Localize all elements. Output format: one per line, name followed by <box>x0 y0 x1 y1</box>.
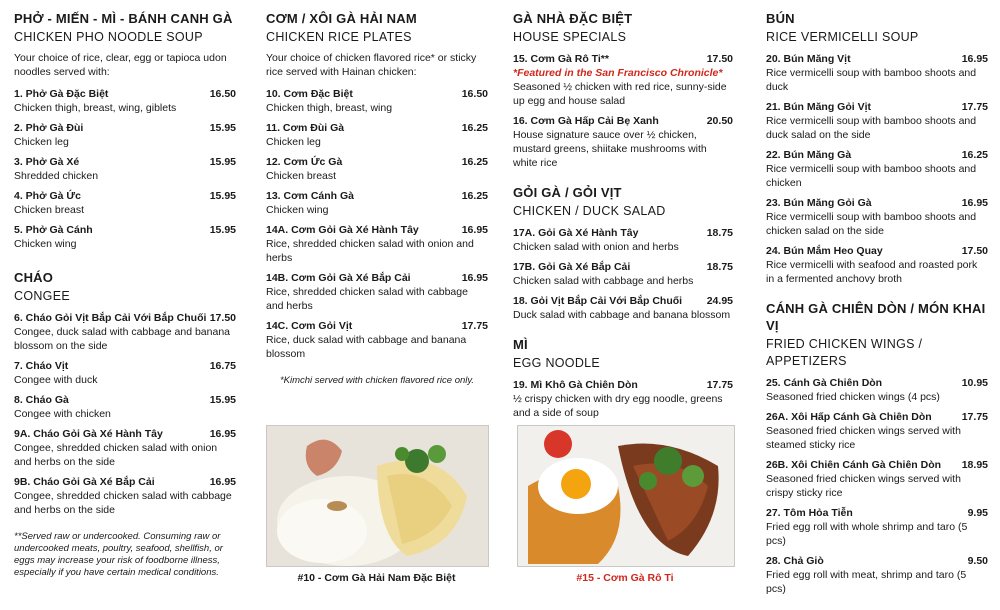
menu-item-header <box>14 393 236 407</box>
menu-item-name: 17A. Gỏi Gà Xé Hành Tây <box>513 227 639 239</box>
menu-item-price: 15.95 <box>209 394 236 406</box>
menu-item-name: 6. Cháo Gỏi Vịt Bắp Cải Với Bắp Chuối <box>14 312 207 324</box>
section-subtitle: RICE VERMICELLI SOUP <box>766 30 919 44</box>
menu-item-description: Rice vermicelli soup with bamboo shoots and duck <box>766 67 977 93</box>
menu-item <box>766 554 988 596</box>
menu-item-price: 16.95 <box>461 224 488 236</box>
menu-item <box>766 410 988 452</box>
section-title: CÁNH GÀ CHIÊN DÒN / MÓN KHAI VỊ <box>766 301 986 333</box>
menu-item-name: 18. Gỏi Vịt Bắp Cải Với Bắp Chuối <box>513 295 683 307</box>
menu-item-name: 2. Phở Gà Đùi <box>14 122 84 134</box>
menu-item <box>766 52 988 94</box>
menu-item <box>14 393 236 421</box>
menu-item-price: 16.25 <box>461 122 488 134</box>
menu-item-header <box>14 121 236 135</box>
section-subtitle: CHICKEN PHO NOODLE SOUP <box>14 30 203 44</box>
menu-item <box>14 87 236 115</box>
menu-item <box>513 114 733 170</box>
section-intro: Your choice of rice, clear, egg or tapioca udon noodles served with: <box>14 52 227 78</box>
menu-item-name: 10. Cơm Đặc Biệt <box>266 88 353 100</box>
photo-caption-15: #15 - Cơm Gà Rô Ti <box>576 572 674 584</box>
menu-item-header <box>766 244 988 258</box>
menu-item <box>766 100 988 142</box>
section-bun <box>766 10 988 286</box>
menu-item-name: 17B. Gỏi Gà Xé Bắp Cải <box>513 261 631 273</box>
menu-item-description: ½ crispy chicken with dry egg noodle, greens and a side of soup <box>513 393 723 419</box>
menu-item-name: 12. Cơm Ức Gà <box>266 156 343 168</box>
menu-item <box>14 121 236 149</box>
menu-column-4 <box>766 10 988 610</box>
menu-item-description: Chicken breast <box>266 170 337 182</box>
menu-item <box>266 189 488 217</box>
menu-item <box>14 427 236 469</box>
menu-item-price: 15.95 <box>209 224 236 236</box>
menu-item-header <box>766 196 988 210</box>
menu-item <box>513 52 733 108</box>
menu-item-list <box>266 87 488 361</box>
menu-item <box>266 155 488 183</box>
menu-item-header <box>513 52 733 66</box>
photo-hainan-chicken-rice <box>266 425 489 567</box>
menu-column-2 <box>266 10 488 387</box>
section-title: GỎI GÀ / GỎI VỊT <box>513 185 622 200</box>
menu-item-description: Rice vermicelli soup with bamboo shoots and chicken <box>766 163 977 189</box>
menu-item-feature: *Featured in the San Francisco Chronicle* <box>513 67 723 79</box>
menu-item-description: Seasoned fried chicken wings served with steamed sticky rice <box>766 425 961 451</box>
menu-item-header <box>513 114 733 128</box>
kimchi-note: *Kimchi served with chicken flavored rice only. <box>279 375 475 386</box>
menu-item-name: 15. Cơm Gà Rô Ti** <box>513 53 609 65</box>
menu-item-price: 17.75 <box>961 411 988 423</box>
menu-item-header <box>266 271 488 285</box>
menu-item-name: 13. Cơm Cánh Gà <box>266 190 354 202</box>
menu-item-description: Seasoned ½ chicken with red rice, sunny-side up egg and house salad <box>513 81 727 107</box>
menu-item-price: 16.95 <box>961 53 988 65</box>
menu-item-header <box>14 427 236 441</box>
menu-item-name: 21. Bún Măng Gỏi Vịt <box>766 101 872 113</box>
section-egg-noodle <box>513 336 733 420</box>
menu-item-header <box>266 223 488 237</box>
section-subtitle: CHICKEN RICE PLATES <box>266 30 412 44</box>
section-title: PHỞ - MIẾN - MÌ - BÁNH CANH GÀ <box>14 11 233 26</box>
menu-item-price: 9.50 <box>967 555 988 567</box>
menu-item-header <box>14 155 236 169</box>
menu-item-name: 26A. Xôi Hấp Cánh Gà Chiên Dòn <box>766 411 932 423</box>
menu-item-header <box>513 260 733 274</box>
menu-item-price: 15.95 <box>209 190 236 202</box>
menu-item-name: 11. Cơm Đùi Gà <box>266 122 345 134</box>
menu-item-description: Rice, shredded chicken salad with cabbage and herbs <box>266 286 468 312</box>
menu-item-header <box>513 378 733 392</box>
menu-item <box>766 506 988 548</box>
menu-item-price: 17.75 <box>461 320 488 332</box>
menu-item-header <box>766 554 988 568</box>
section-chao <box>14 269 236 517</box>
menu-item-header <box>14 359 236 373</box>
menu-item-name: 25. Cánh Gà Chiên Dòn <box>766 377 883 389</box>
menu-item-name: 27. Tôm Hỏa Tiễn <box>766 507 853 519</box>
menu-item-header <box>266 155 488 169</box>
menu-item-list <box>766 376 988 596</box>
menu-item-name: 9B. Cháo Gỏi Gà Xé Bắp Cải <box>14 476 155 488</box>
menu-item-price: 16.25 <box>461 190 488 202</box>
section-subtitle: EGG NOODLE <box>513 356 601 370</box>
menu-item-description: Congee with duck <box>14 374 98 386</box>
menu-item-price: 15.95 <box>209 156 236 168</box>
menu-item-description: Congee, duck salad with cabbage and banana blossom on the side <box>14 326 230 352</box>
menu-column-1 <box>14 10 236 579</box>
menu-item <box>14 155 236 183</box>
menu-item-price: 9.95 <box>967 507 988 519</box>
menu-item-name: 19. Mì Khô Gà Chiên Dòn <box>513 379 638 391</box>
menu-item <box>266 223 488 265</box>
menu-item <box>266 319 488 361</box>
menu-item-description: Chicken salad with cabbage and herbs <box>513 275 694 287</box>
menu-item-header <box>266 87 488 101</box>
menu-item-description: Chicken wing <box>266 204 329 216</box>
menu-item-name: 4. Phở Gà Ức <box>14 190 81 202</box>
menu-item <box>14 311 236 353</box>
menu-item-price: 16.75 <box>209 360 236 372</box>
menu-item-description: Chicken wing <box>14 238 77 250</box>
section-intro: Your choice of chicken flavored rice* or sticky rice served with Hainan chicken: <box>266 52 477 78</box>
menu-item-description: Chicken thigh, breast, wing <box>266 102 393 114</box>
menu-item-list <box>766 52 988 286</box>
menu-item-price: 17.75 <box>706 379 733 391</box>
menu-item <box>766 148 988 190</box>
menu-item-description: Chicken leg <box>14 136 69 148</box>
menu-item-price: 16.50 <box>461 88 488 100</box>
menu-item-list <box>513 226 733 322</box>
menu-item-header <box>766 148 988 162</box>
menu-item-price: 16.25 <box>461 156 488 168</box>
section-subtitle: CHICKEN / DUCK SALAD <box>513 204 666 218</box>
menu-item-price: 15.95 <box>209 122 236 134</box>
menu-item-description: Rice vermicelli soup with bamboo shoots and duck salad on the side <box>766 115 977 141</box>
menu-item-list <box>513 52 733 170</box>
menu-item-list <box>14 311 236 517</box>
menu-item-header <box>14 223 236 237</box>
menu-item-header <box>766 100 988 114</box>
menu-item-price: 16.50 <box>209 88 236 100</box>
menu-item-header <box>14 311 236 325</box>
menu-item <box>513 294 733 322</box>
menu-item-header <box>14 475 236 489</box>
section-wings <box>766 300 988 596</box>
menu-item-header <box>513 294 733 308</box>
menu-item-description: Seasoned fried chicken wings (4 pcs) <box>766 391 940 403</box>
menu-item <box>266 121 488 149</box>
menu-item-price: 16.95 <box>209 428 236 440</box>
menu-item-header <box>766 410 988 424</box>
menu-item-header <box>14 87 236 101</box>
menu-item-price: 17.50 <box>961 245 988 257</box>
section-subtitle: CONGEE <box>14 289 70 303</box>
menu-item-price: 16.95 <box>209 476 236 488</box>
menu-item <box>14 189 236 217</box>
menu-item-description: Seasoned fried chicken wings served with crispy sticky rice <box>766 473 961 499</box>
menu-item-price: 16.95 <box>961 197 988 209</box>
menu-item-list <box>513 378 733 420</box>
menu-item-header <box>266 319 488 333</box>
menu-item <box>766 458 988 500</box>
menu-item <box>513 260 733 288</box>
section-title: GÀ NHÀ ĐẶC BIỆT <box>513 11 633 26</box>
section-salad <box>513 184 733 322</box>
menu-item-description: Congee, shredded chicken salad with cabbage and herbs on the side <box>14 490 232 516</box>
menu-item-header <box>266 121 488 135</box>
section-house-specials <box>513 10 733 170</box>
menu-item-header <box>766 376 988 390</box>
menu-item-price: 10.95 <box>961 377 988 389</box>
menu-item-description: Fried egg roll with whole shrimp and taro (5 pcs) <box>766 521 968 547</box>
menu-item-name: 5. Phở Gà Cánh <box>14 224 93 236</box>
menu-item <box>766 196 988 238</box>
menu-item-name: 9A. Cháo Gỏi Gà Xé Hành Tây <box>14 428 163 440</box>
menu-item-name: 7. Cháo Vịt <box>14 360 69 372</box>
menu-item-name: 14C. Cơm Gỏi Vịt <box>266 320 353 332</box>
menu-item-price: 18.75 <box>706 227 733 239</box>
menu-item-price: 20.50 <box>706 115 733 127</box>
section-title: CƠM / XÔI GÀ HẢI NAM <box>266 11 417 26</box>
menu-item-description: Duck salad with cabbage and banana blossom <box>513 309 731 321</box>
menu-item-price: 17.50 <box>706 53 733 65</box>
menu-item-list <box>14 87 236 251</box>
menu-item-price: 17.75 <box>961 101 988 113</box>
photo-caption-10: #10 - Cơm Gà Hải Nam Đặc Biệt <box>297 572 456 584</box>
menu-item-description: Fried egg roll with meat, shrimp and taro (5 pcs) <box>766 569 967 595</box>
section-title: MÌ <box>513 337 528 352</box>
menu-item-header <box>766 52 988 66</box>
menu-column-3 <box>513 10 733 434</box>
menu-item-name: 1. Phở Gà Đặc Biệt <box>14 88 109 100</box>
photo-roast-chicken-rice <box>517 425 735 567</box>
menu-item-name: 14B. Cơm Gỏi Gà Xé Bắp Cải <box>266 272 411 284</box>
menu-item-name: 20. Bún Măng Vịt <box>766 53 851 65</box>
menu-item <box>766 244 988 286</box>
menu-item-price: 18.75 <box>706 261 733 273</box>
menu-item-name: 8. Cháo Gà <box>14 394 69 406</box>
section-title: BÚN <box>766 11 795 26</box>
menu-item-description: Rice vermicelli with seafood and roasted pork in a fermented anchovy broth <box>766 259 978 285</box>
menu-item-description: Chicken salad with onion and herbs <box>513 241 679 253</box>
menu-item-name: 16. Cơm Gà Hấp Cải Bẹ Xanh <box>513 115 659 127</box>
menu-item <box>14 223 236 251</box>
menu-item-price: 16.95 <box>461 272 488 284</box>
menu-item-description: Rice vermicelli soup with bamboo shoots and chicken salad on the side <box>766 211 977 237</box>
section-pho <box>14 10 236 251</box>
menu-item-header <box>766 458 988 472</box>
menu-item-description: Congee, shredded chicken salad with onion and herbs on the side <box>14 442 218 468</box>
menu-item-name: 28. Chả Giò <box>766 555 824 567</box>
menu-item <box>266 271 488 313</box>
menu-item-name: 22. Bún Măng Gà <box>766 149 852 161</box>
menu-item-description: Chicken thigh, breast, wing, giblets <box>14 102 177 114</box>
menu-item <box>14 475 236 517</box>
menu-item-name: 23. Bún Măng Gỏi Gà <box>766 197 872 209</box>
menu-item <box>513 378 733 420</box>
menu-item-header <box>766 506 988 520</box>
menu-item-price: 17.50 <box>209 312 236 324</box>
raw-food-warning: **Served raw or undercooked. Consuming raw or undercooked meats, poultry, seafood, shellfish, or eggs may increase your risk of foodborne illness, especially if you have certain medical conditions. <box>14 531 223 578</box>
menu-item-header <box>14 189 236 203</box>
menu-item <box>266 87 488 115</box>
menu-item-name: 14A. Cơm Gỏi Gà Xé Hành Tây <box>266 224 419 236</box>
menu-item-header <box>266 189 488 203</box>
menu-item <box>14 359 236 387</box>
menu-item-description: Rice, shredded chicken salad with onion and herbs <box>266 238 474 264</box>
section-title: CHÁO <box>14 270 54 285</box>
menu-item <box>766 376 988 404</box>
menu-item-description: Shredded chicken <box>14 170 99 182</box>
menu-item-name: 3. Phở Gà Xé <box>14 156 80 168</box>
menu-item <box>513 226 733 254</box>
menu-item-description: Congee with chicken <box>14 408 111 420</box>
menu-item-description: Rice, duck salad with cabbage and banana blossom <box>266 334 467 360</box>
menu-item-header <box>513 226 733 240</box>
section-subtitle: HOUSE SPECIALS <box>513 30 627 44</box>
menu-item-price: 18.95 <box>961 459 988 471</box>
section-chicken-rice <box>266 10 488 361</box>
menu-item-description: House signature sauce over ½ chicken, mustard greens, shiitake mushrooms with white rice <box>513 129 707 169</box>
menu-item-price: 24.95 <box>706 295 733 307</box>
menu-item-name: 24. Bún Mắm Heo Quay <box>766 245 883 257</box>
menu-item-description: Chicken leg <box>266 136 321 148</box>
menu-item-description: Chicken breast <box>14 204 85 216</box>
section-subtitle: FRIED CHICKEN WINGS / APPETIZERS <box>766 337 923 368</box>
menu-item-name: 26B. Xôi Chiên Cánh Gà Chiên Dòn <box>766 459 942 471</box>
menu-item-price: 16.25 <box>961 149 988 161</box>
